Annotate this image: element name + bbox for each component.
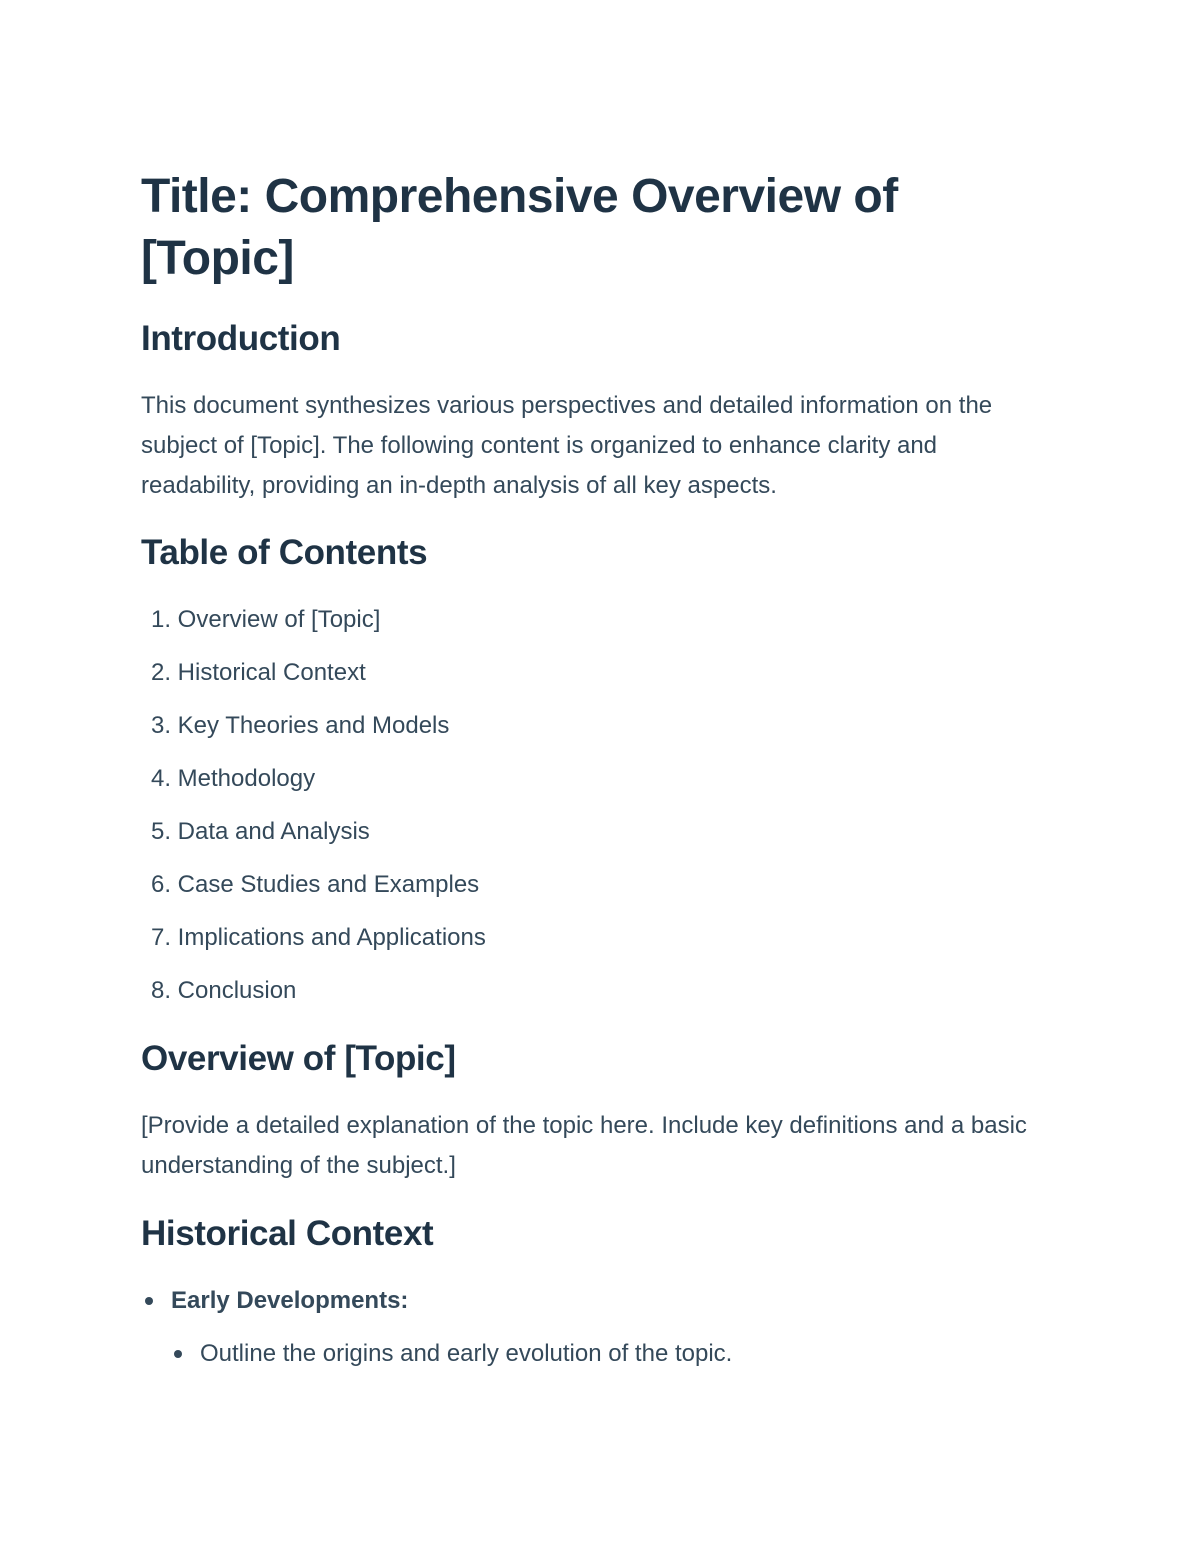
toc-item: 7. Implications and Applications xyxy=(150,924,486,951)
overview-heading: Overview of [Topic] xyxy=(141,1039,456,1078)
historical-context-heading: Historical Context xyxy=(141,1214,434,1253)
toc-item: 3. Key Theories and Models xyxy=(150,712,450,739)
bullet-icon xyxy=(145,1297,153,1305)
document-title: Title: Comprehensive Overview of [Topic] xyxy=(141,170,898,285)
historical-context-list xyxy=(141,1281,732,1374)
toc-item: 8. Conclusion xyxy=(150,977,297,1004)
toc-list xyxy=(141,600,486,1024)
toc-item: 4. Methodology xyxy=(150,765,316,792)
toc-item: 6. Case Studies and Examples xyxy=(150,871,480,898)
introduction-text: This document synthesizes various perspectives and detailed information on the subject of [Topic]. The following content is organized to enhance clarity and readability, providing an in-depth analysis of all key aspects. xyxy=(141,392,993,499)
list-item: Outline the origins and early evolution of the topic. xyxy=(141,1334,732,1374)
toc-heading: Table of Contents xyxy=(141,533,428,572)
toc-item: 5. Data and Analysis xyxy=(150,818,370,845)
overview-text: [Provide a detailed explanation of the topic here. Include key definitions and a basic understanding of the subject.] xyxy=(141,1112,1027,1179)
list-item: Early Developments: xyxy=(141,1281,732,1321)
toc-item: 1. Overview of [Topic] xyxy=(150,606,381,633)
introduction-heading: Introduction xyxy=(141,319,341,358)
bullet-icon xyxy=(174,1350,182,1358)
toc-item: 2. Historical Context xyxy=(150,659,366,686)
